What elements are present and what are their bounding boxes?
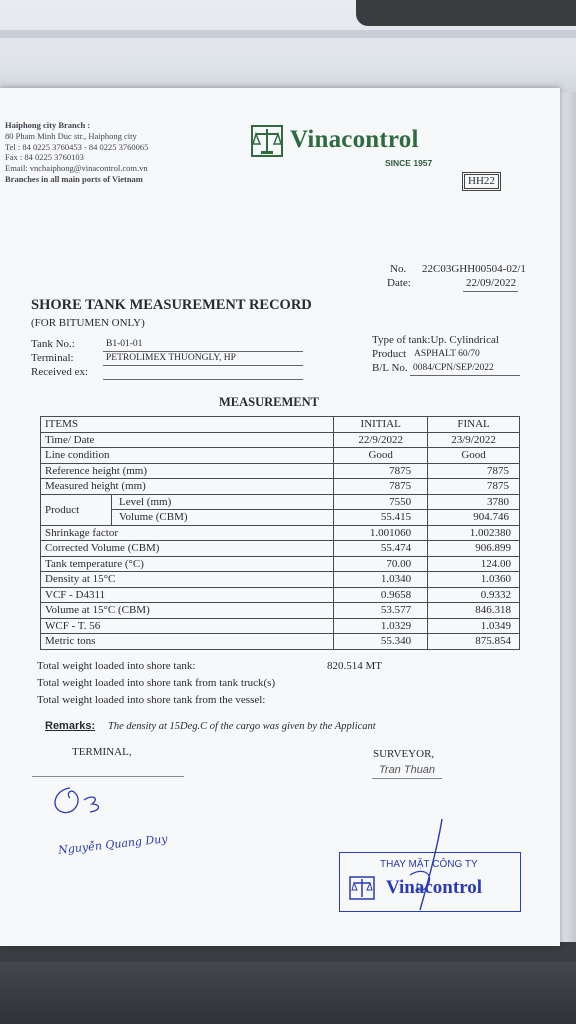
paper-stack-edge xyxy=(560,92,576,942)
row-item: Metric tons xyxy=(41,634,334,650)
background-object xyxy=(356,0,576,26)
measurement-heading: MEASUREMENT xyxy=(219,395,320,409)
row-final: 124.00 xyxy=(428,556,520,572)
surveyor-signature xyxy=(400,815,460,915)
remarks-label: Remarks: xyxy=(45,720,96,732)
row-item: Corrected Volume (CBM) xyxy=(41,541,334,557)
received-ex-label: Received ex: xyxy=(31,366,89,378)
table-row xyxy=(41,479,520,495)
stamp-line1: THAY MẶT CÔNG TY xyxy=(380,859,478,870)
table-row xyxy=(41,603,520,619)
product-value: ASPHALT 60/70 xyxy=(414,349,480,359)
row-final: 23/9/2022 xyxy=(428,432,520,448)
stamp-line2: Vinacontrol xyxy=(386,877,483,898)
row-initial: 7875 xyxy=(334,479,428,495)
bl-label: B/L No. xyxy=(372,362,408,374)
background-stripe xyxy=(0,30,576,38)
row-initial: 1.0329 xyxy=(334,618,428,634)
total-vessel: Total weight loaded into shore tank from the vessel: xyxy=(37,694,266,706)
row-item: Shrinkage factor xyxy=(41,525,334,541)
branches-note: Branches in all main ports of Vietnam xyxy=(5,173,143,184)
table-row xyxy=(41,448,520,464)
table-row xyxy=(41,525,520,541)
table-row xyxy=(41,463,520,479)
row-final: 875.854 xyxy=(428,634,520,650)
table-row xyxy=(41,556,520,572)
total-shore-tank: Total weight loaded into shore tank: xyxy=(37,660,196,672)
row-final: 7875 xyxy=(428,479,520,495)
surveyor-name: Tran Thuan xyxy=(379,764,436,776)
document-subtitle: (FOR BITUMEN ONLY) xyxy=(31,317,145,329)
row-item: Reference height (mm) xyxy=(41,463,334,479)
table-row xyxy=(41,618,520,634)
row-item: Level (mm) xyxy=(119,495,172,508)
row-final: Good xyxy=(428,448,520,464)
table-row xyxy=(41,494,520,510)
surveyor-label-sign: SURVEYOR, xyxy=(373,748,435,760)
table-row xyxy=(41,572,520,588)
row-final: 1.0360 xyxy=(428,572,520,588)
branch-name: Haiphong city Branch : xyxy=(5,120,91,130)
row-initial: 7875 xyxy=(334,463,428,479)
row-initial: 0.9658 xyxy=(334,587,428,603)
row-initial: 55.415 xyxy=(334,510,428,526)
header-final: FINAL xyxy=(428,417,520,433)
row-final: 0.9332 xyxy=(428,587,520,603)
row-item: WCF - T. 56 xyxy=(41,618,334,634)
table-row xyxy=(41,634,520,650)
date-label: Date: xyxy=(387,277,411,289)
row-initial: Good xyxy=(334,448,428,464)
row-item: Volume (CBM) xyxy=(119,511,188,523)
row-initial: 22/9/2022 xyxy=(334,432,428,448)
since-text: SINCE 1957 xyxy=(385,158,433,168)
branch-email: Email: vnchaiphong@vinacontrol.com.vn xyxy=(5,163,148,174)
row-item: Measured height (mm) xyxy=(41,479,334,495)
row-item: Time/ Date xyxy=(41,432,334,448)
row-initial: 1.0340 xyxy=(334,572,428,588)
remarks-text: The density at 15Deg.C of the cargo was given by the Applicant xyxy=(108,721,376,732)
header-items: ITEMS xyxy=(41,417,334,433)
row-item: Volume at 15°C (CBM) xyxy=(41,603,334,619)
desk-surface xyxy=(0,940,576,1024)
fabric xyxy=(0,962,576,1024)
table-row xyxy=(41,541,520,557)
terminal-value: PETROLIMEX THUONGLY, HP xyxy=(106,353,236,363)
tank-no-value: B1-01-01 xyxy=(106,339,143,349)
no-label: No. xyxy=(390,263,407,275)
no-value: 22C03GHH00504-02/1 xyxy=(422,263,526,275)
row-initial: 1.001060 xyxy=(334,525,428,541)
branch-info xyxy=(5,120,148,185)
row-final: 3780 xyxy=(428,494,520,510)
row-final: 7875 xyxy=(428,463,520,479)
row-initial: 7550 xyxy=(334,494,428,510)
terminal-label: Terminal: xyxy=(31,352,74,364)
document-title: SHORE TANK MEASUREMENT RECORD xyxy=(31,297,312,313)
row-item: VCF - D4311 xyxy=(41,587,334,603)
scale-logo-icon xyxy=(250,124,284,158)
row-final: 846.318 xyxy=(428,603,520,619)
desk-background xyxy=(0,0,576,95)
table-row xyxy=(41,510,520,526)
bl-value: 0084/CPN/SEP/2022 xyxy=(413,363,494,373)
row-initial: 70.00 xyxy=(334,556,428,572)
row-final: 904.746 xyxy=(428,510,520,526)
date-value: 22/09/2022 xyxy=(466,277,517,289)
terminal-signature-text: Nguyễn Quang Duy xyxy=(57,832,169,857)
row-final: 1.0349 xyxy=(428,618,520,634)
branch-tel: Tel : 84 0225 3760453 - 84 0225 3760065 xyxy=(5,141,149,152)
total-tank-truck: Total weight loaded into shore tank from tank truck(s) xyxy=(37,677,276,689)
total-shore-tank-value: 820.514 MT xyxy=(327,660,382,672)
office-code-box: HH22 xyxy=(464,174,499,189)
tank-type: Type of tank:Up. Cylindrical xyxy=(372,334,499,346)
tank-no-label: Tank No.: xyxy=(31,338,75,350)
product-label: Product xyxy=(372,348,407,360)
table-header-row xyxy=(41,417,520,433)
table-row xyxy=(41,432,520,448)
row-item: Tank temperature (°C) xyxy=(41,556,334,572)
row-item: Density at 15°C xyxy=(41,572,334,588)
header-initial: INITIAL xyxy=(334,417,428,433)
table-row xyxy=(41,587,520,603)
row-initial: 55.474 xyxy=(334,541,428,557)
measurement-table xyxy=(40,416,520,650)
row-initial: 55.340 xyxy=(334,634,428,650)
product-group-label: Product xyxy=(41,503,112,525)
terminal-label-sign: TERMINAL, xyxy=(72,746,132,758)
row-final: 906.899 xyxy=(428,541,520,557)
branch-fax: Fax : 84 0225 3760103 xyxy=(5,152,84,163)
company-logo-text: Vinacontrol xyxy=(290,126,419,153)
stamp-scale-icon xyxy=(349,876,375,900)
branch-address: 80 Pham Minh Duc str., Haiphong city xyxy=(5,130,137,141)
row-final: 1.002380 xyxy=(428,525,520,541)
row-initial: 53.577 xyxy=(334,603,428,619)
row-item: Line condition xyxy=(41,448,334,464)
product-volume-cell xyxy=(41,504,334,526)
